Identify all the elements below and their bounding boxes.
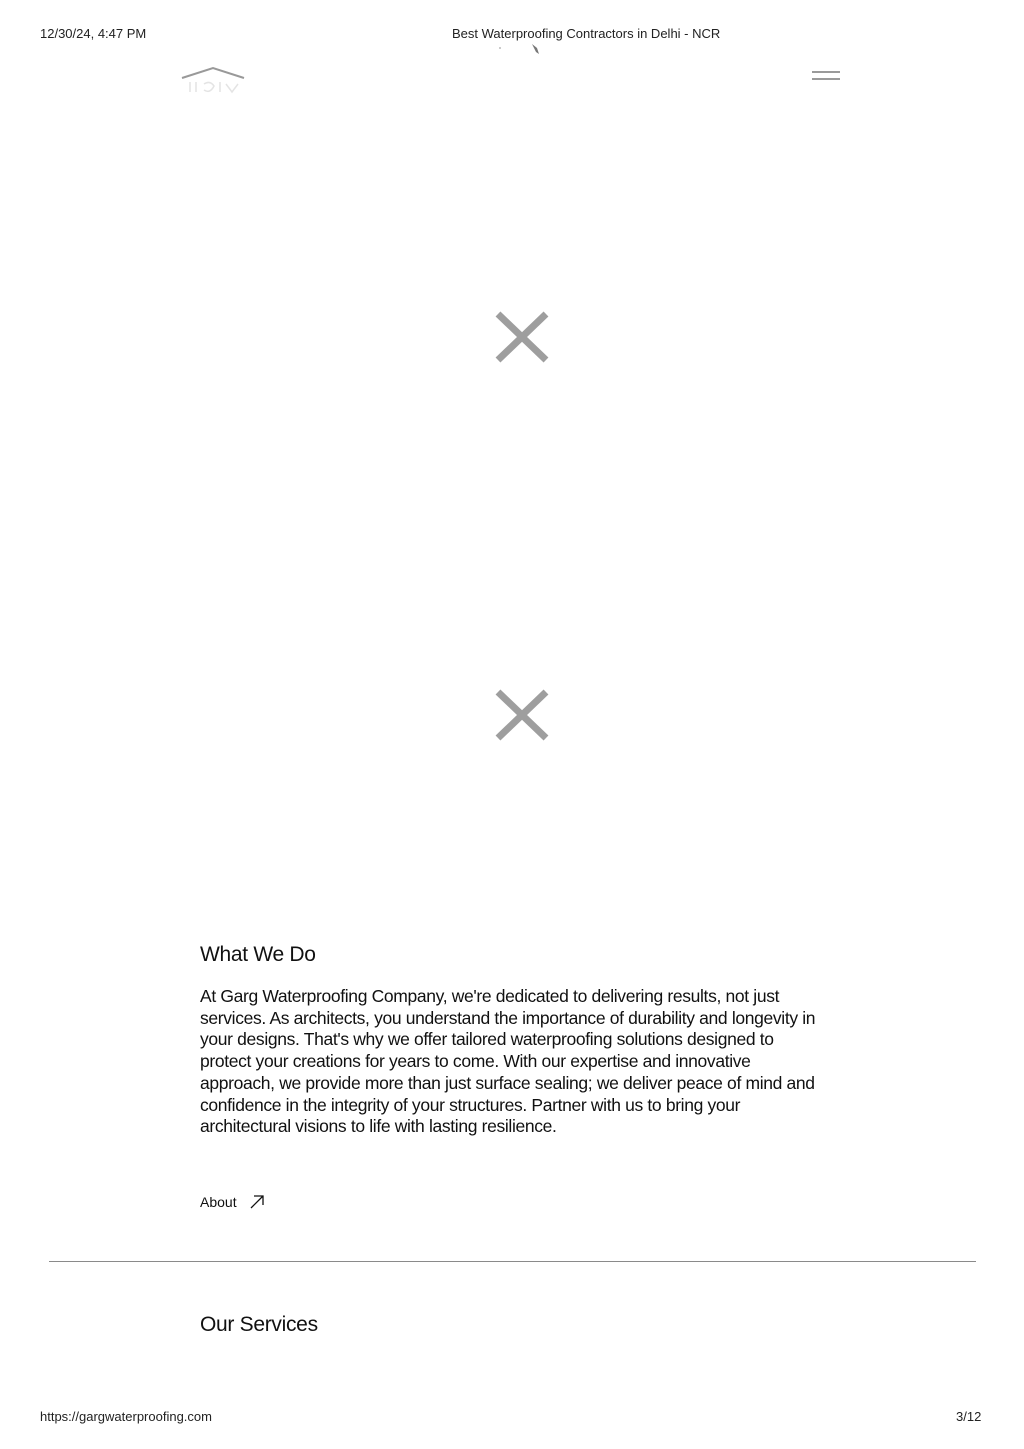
- about-link-label: About: [200, 1194, 237, 1210]
- arrow-up-right-icon: [249, 1194, 265, 1210]
- our-services-title: Our Services: [200, 1313, 318, 1336]
- print-datetime: 12/30/24, 4:47 PM: [40, 26, 147, 41]
- print-page-indicator: 3/12: [956, 1409, 982, 1424]
- broken-image-icon: [492, 306, 552, 366]
- about-link[interactable]: [200, 1194, 265, 1210]
- print-url: https://gargwaterproofing.com: [40, 1409, 212, 1424]
- broken-image-icon: [492, 684, 552, 744]
- section-divider: [49, 1261, 976, 1262]
- print-document-title: Best Waterproofing Contractors in Delhi - NCR: [452, 26, 721, 41]
- what-we-do-description: At Garg Waterproofing Company, we're dedicated to delivering results, not just services. As architects, you understand the importance of durability and longevity in your designs. That's why we offer tailored waterproofing solutions designed to protect your creations for years to come. With our expertise and innovative approach, we provide more than just surface sealing; we deliver peace of mind and confidence in the integrity of your structures. Partner with us to bring your architectural visions to life with lasting resilience.: [200, 986, 816, 1137]
- menu-line-top: [812, 71, 840, 73]
- cropped-image-fragment: [496, 42, 544, 58]
- menu-line-bottom: [812, 78, 840, 80]
- house-roof-logo-icon[interactable]: [180, 62, 246, 100]
- hamburger-menu-icon[interactable]: [812, 68, 842, 84]
- what-we-do-title: What We Do: [200, 943, 316, 966]
